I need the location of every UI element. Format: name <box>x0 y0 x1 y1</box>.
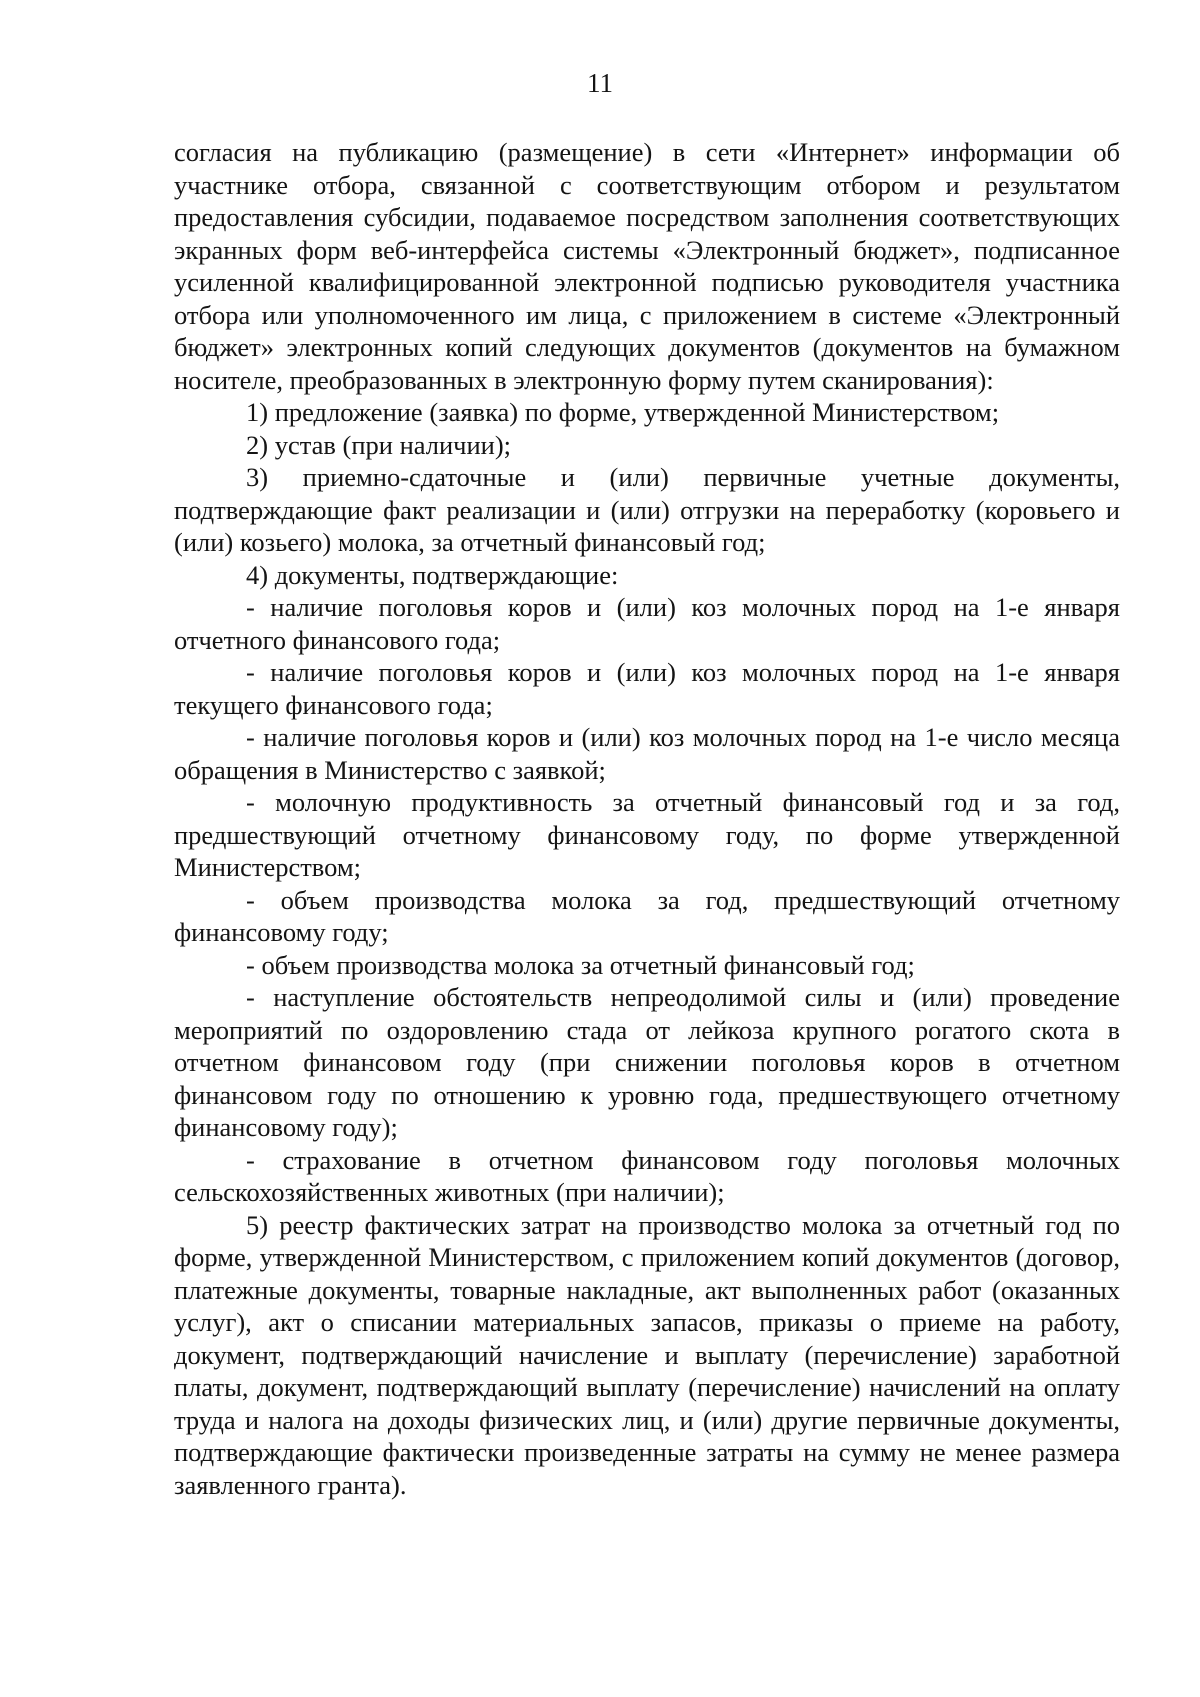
sub-item-herd-january-current: - наличие поголовья коров и (или) коз молочных пород на 1-е января текущего финансового года; <box>174 657 1120 720</box>
document-body <box>174 136 1120 1501</box>
sub-item-milk-productivity: - молочную продуктивность за отчетный финансовый год и за год, предшествующий отчетному финансовому году, по форме утвержденной Министерством; <box>174 787 1120 882</box>
sub-item-production-previous-year: - объем производства молока за год, предшествующий отчетному финансовому году; <box>174 884 1120 947</box>
page-number: 11 <box>587 68 613 98</box>
list-item-3: 3) приемно-сдаточные и (или) первичные учетные документы, подтверждающие факт реализации и (или) отгрузки на переработку (коровьего и (или) козьего) молока, за отчетный финансовый год; <box>174 462 1120 557</box>
sub-item-herd-january-reporting: - наличие поголовья коров и (или) коз молочных пород на 1-е января отчетного финансового года; <box>174 592 1120 655</box>
sub-item-herd-month-of-application: - наличие поголовья коров и (или) коз молочных пород на 1-е число месяца обращения в Министерство с заявкой; <box>174 722 1120 785</box>
sub-item-insurance: - страхование в отчетном финансовом году поголовья молочных сельскохозяйственных животных (при наличии); <box>174 1144 1120 1207</box>
list-item-2: 2) устав (при наличии); <box>246 429 512 460</box>
list-item-5: 5) реестр фактических затрат на производство молока за отчетный год по форме, утвержденной Министерством, с приложением копий документов (договор, платежные документы, товарные накладные, акт выполненных работ (оказанных услуг), акт о списании материальных запасов, приказы о приеме на работу, документ, подтверждающий начисление и выплату (перечисление) заработной платы, документ, подтверждающий выплату (перечисление) начислений на оплату труда и налога на доходы физических лиц, и (или) другие первичные документы, подтверждающие фактически произведенные затраты на сумму не менее размера заявленного гранта). <box>174 1209 1120 1500</box>
sub-item-force-majeure: - наступление обстоятельств непреодолимой силы и (или) проведение мероприятий по оздоровлению стада от лейкоза крупного рогатого скота в отчетном финансовом году (при снижении поголовья коров в отчетном финансовом году по отношению к уровню года, предшествующего отчетному финансовому году); <box>174 982 1120 1142</box>
paragraph-consent: согласия на публикацию (размещение) в сети «Интернет» информации об участнике отбора, связанной с соответствующим отбором и результатом предоставления субсидии, подаваемое посредством заполнения соответствующих экранных форм веб-интерфейса системы «Электронный бюджет», подписанное усиленной квалифицированной электронной подписью руководителя участника отбора или уполномоченного им лица, с приложением в системе «Электронный бюджет» электронных копий следующих документов (документов на бумажном носителе, преобразованных в электронную форму путем сканирования): <box>174 137 1120 395</box>
sub-item-production-reporting-year: - объем производства молока за отчетный финансовый год; <box>246 949 915 980</box>
list-item-1: 1) предложение (заявка) по форме, утвержденной Министерством; <box>246 397 1000 427</box>
list-item-4: 4) документы, подтверждающие: <box>246 559 619 590</box>
